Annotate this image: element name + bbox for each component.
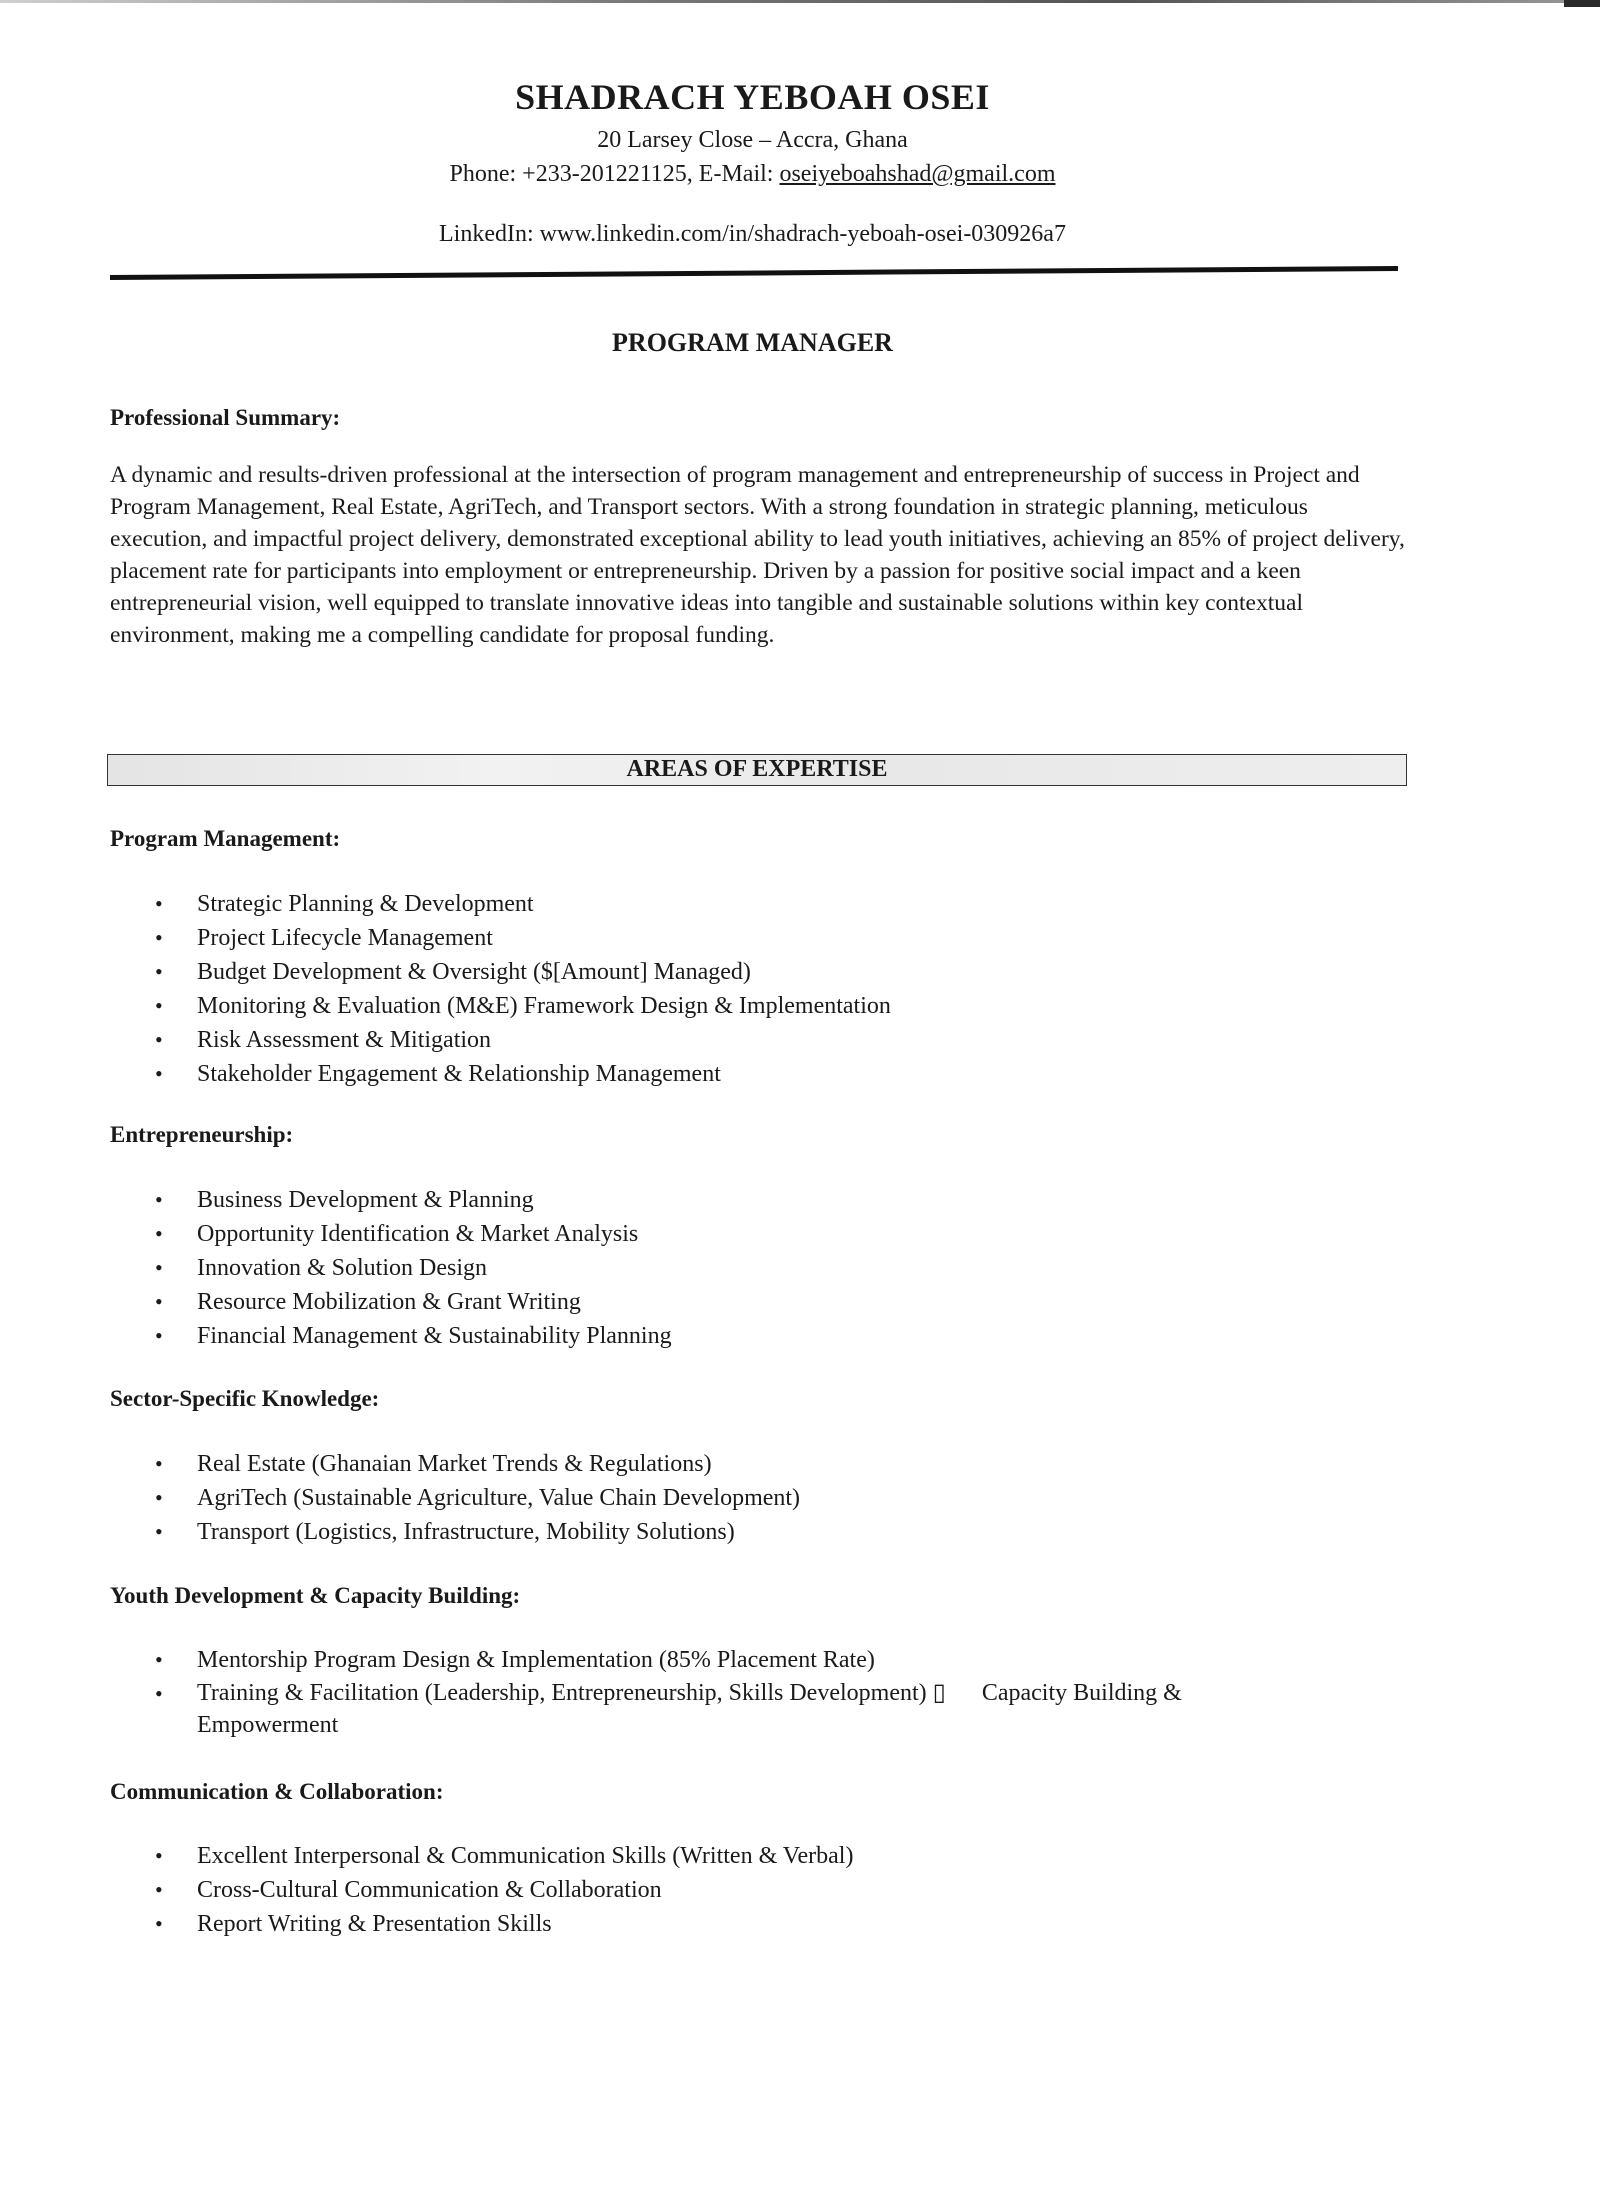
bullet-icon: • — [155, 1255, 163, 1280]
list-item: • Training & Facilitation (Leadership, Entrepreneurship, Skills Development) ▯ Capacity Building & Empowerment — [0, 1677, 1500, 1741]
summary-text: A dynamic and results-driven professional at the intersection of program management and entrepreneurship of success in Project and Program Management, Real Estate, AgriTech, and Transport sectors. With a strong foundation in strategic planning, meticulous execution, and impactful project delivery, demonstrated exceptional ability to lead youth initiatives, achieving an 85% of project delivery, placement rate for participants into employment or entrepreneurship. Driven by a passion for positive social impact and a keen entrepreneurial vision, well equipped to translate innovative ideas into tangible and sustainable solutions within key contextual environment, making me a compelling candidate for proposal funding. — [110, 462, 1405, 648]
bullet-icon: • — [155, 1187, 163, 1212]
list-item: • Transport (Logistics, Infrastructure, Mobility Solutions) — [0, 1515, 1500, 1549]
expertise-banner — [107, 754, 1407, 786]
sector-knowledge-list — [0, 1447, 1500, 1549]
bullet-icon: • — [155, 1451, 163, 1476]
address: 20 Larsey Close – Accra, Ghana — [597, 127, 908, 153]
entrepreneurship-list — [0, 1183, 1500, 1353]
scan-corner-mark — [1564, 0, 1600, 7]
bullet-icon: • — [155, 925, 163, 950]
list-item: • Project Lifecycle Management — [0, 921, 1500, 955]
bullet-icon: • — [155, 1061, 163, 1086]
youth-development-list — [0, 1643, 1500, 1741]
bullet-icon: • — [155, 1647, 163, 1672]
program-management-list — [0, 887, 1500, 1091]
list-item: • AgriTech (Sustainable Agriculture, Value Chain Development) — [0, 1481, 1500, 1515]
scan-edge — [0, 0, 1600, 3]
list-item: • Business Development & Planning — [0, 1183, 1500, 1217]
candidate-name: SHADRACH YEBOAH OSEI — [515, 77, 990, 117]
phone-label: Phone: +233-201221125, E-Mail: — [449, 161, 780, 187]
bullet-icon: • — [155, 993, 163, 1018]
list-item: • Opportunity Identification & Market Analysis — [0, 1217, 1500, 1251]
section-heading-youth-development: Youth Development & Capacity Building: — [110, 1583, 521, 1608]
bullet-icon: • — [155, 1681, 163, 1706]
list-item: • Report Writing & Presentation Skills — [0, 1907, 1500, 1941]
bullet-icon: • — [155, 1289, 163, 1314]
bullet-icon: • — [155, 1843, 163, 1868]
bullet-icon: • — [155, 959, 163, 984]
header-divider — [110, 266, 1398, 280]
section-heading-program-management: Program Management: — [110, 826, 341, 851]
communication-list — [0, 1839, 1500, 1941]
section-heading-communication: Communication & Collaboration: — [110, 1779, 444, 1804]
bullet-icon: • — [155, 1911, 163, 1936]
phone-email-line — [0, 161, 1505, 188]
bullet-icon: • — [155, 1877, 163, 1902]
list-item: • Risk Assessment & Mitigation — [0, 1023, 1500, 1057]
section-heading-entrepreneurship: Entrepreneurship: — [110, 1122, 294, 1147]
list-item: • Budget Development & Oversight ($[Amount] Managed) — [0, 955, 1500, 989]
list-item: • Resource Mobilization & Grant Writing — [0, 1285, 1500, 1319]
expertise-heading: AREAS OF EXPERTISE — [626, 756, 888, 782]
bullet-icon: • — [155, 1485, 163, 1510]
linkedin-line: LinkedIn: www.linkedin.com/in/shadrach-yeboah-osei-030926a7 — [439, 221, 1066, 247]
summary-heading: Professional Summary: — [110, 405, 341, 430]
list-item: • Financial Management & Sustainability Planning — [0, 1319, 1500, 1353]
list-item: • Stakeholder Engagement & Relationship Management — [0, 1057, 1500, 1091]
bullet-icon: • — [155, 1323, 163, 1348]
email-link[interactable]: oseiyeboahshad@gmail.com — [779, 161, 1056, 187]
bullet-icon: • — [155, 1221, 163, 1246]
bullet-icon: • — [155, 1519, 163, 1544]
list-item: • Innovation & Solution Design — [0, 1251, 1500, 1285]
bullet-icon: • — [155, 1027, 163, 1052]
section-heading-sector-knowledge: Sector-Specific Knowledge: — [110, 1386, 380, 1411]
list-item: • Cross-Cultural Communication & Collaboration — [0, 1873, 1500, 1907]
bullet-icon: • — [155, 891, 163, 916]
list-item: • Real Estate (Ghanaian Market Trends & Regulations) — [0, 1447, 1500, 1481]
list-item: • Monitoring & Evaluation (M&E) Framework Design & Implementation — [0, 989, 1500, 1023]
list-item: • Excellent Interpersonal & Communication Skills (Written & Verbal) — [0, 1839, 1500, 1873]
list-item: • Strategic Planning & Development — [0, 887, 1500, 921]
job-title: PROGRAM MANAGER — [612, 328, 893, 357]
list-item: • Mentorship Program Design & Implementation (85% Placement Rate) — [0, 1643, 1500, 1677]
